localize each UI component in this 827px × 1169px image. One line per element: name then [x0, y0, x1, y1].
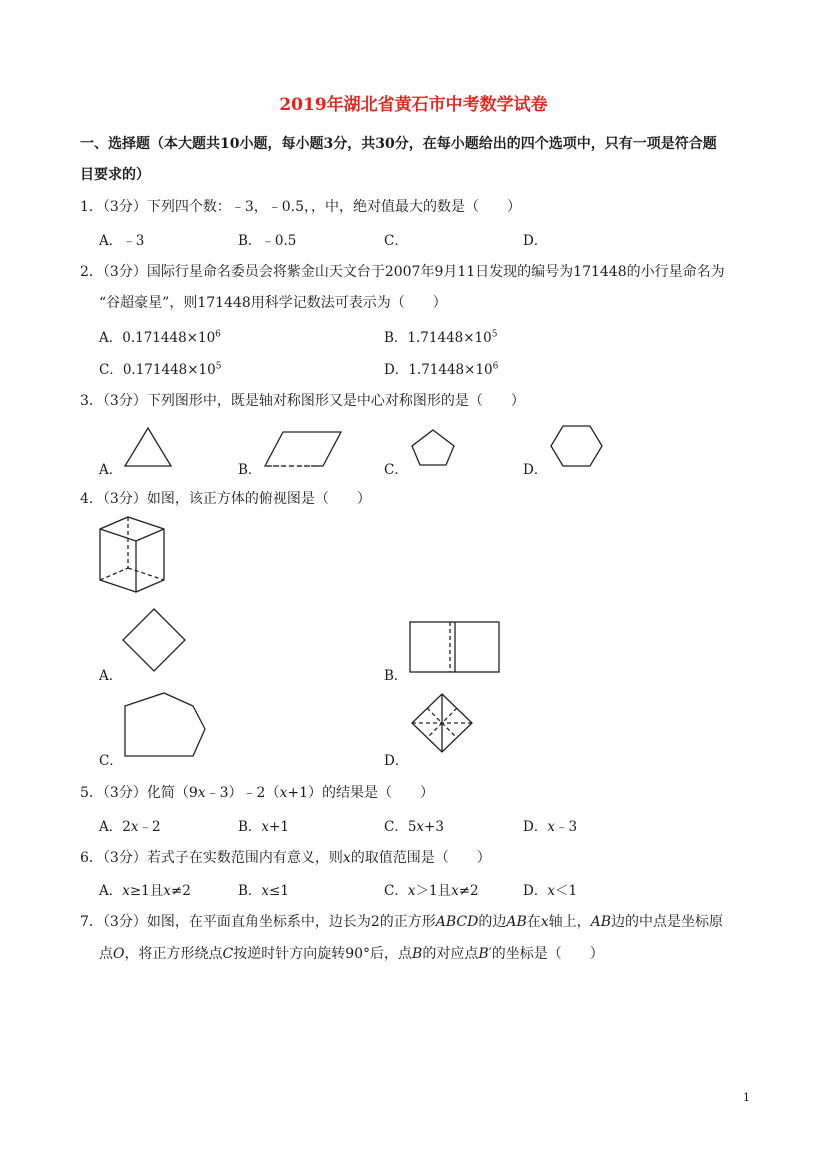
q5-option-a: A．2x﹣2 — [99, 819, 161, 835]
q1-option-a: A．﹣3 — [99, 233, 145, 249]
q3-option-c: C． — [384, 462, 408, 478]
section-heading-line2: 目要求的） — [80, 167, 150, 183]
q4-stem: 4．（3分）如图，该正方体的俯视图是（ ） — [80, 491, 371, 507]
q6-stem: 6．（3分）若式子在实数范围内有意义，则x的取值范围是（ ） — [80, 850, 491, 866]
q3-option-d: D． — [523, 462, 548, 478]
q4-option-b: B． — [384, 668, 408, 684]
q3-option-b: B． — [238, 462, 262, 478]
rhombus-shape — [123, 609, 185, 671]
q6-option-d: D．x＜1 — [523, 883, 578, 899]
q4-option-c: C． — [99, 753, 123, 769]
q2-stem-line1: 2．（3分）国际行星命名委员会将紫金山天文台于2007年9月11日发现的编号为171448的小行星命名为 — [80, 264, 725, 280]
q2-option-b: B．$1.71448\times 10^5$ — [384, 329, 498, 346]
q1-option-c: C． — [384, 233, 408, 249]
q6-option-c: C．x＞1且x≠2 — [384, 883, 479, 899]
q2-option-a: A．$0.171448\times 10^6$ — [99, 329, 221, 346]
q2-option-c: C．$0.171448\times 10^5$ — [99, 361, 222, 378]
q2-option-d: D．$1.71448\times 10^6$ — [384, 361, 499, 378]
q1-option-b: B．﹣0.5 — [238, 233, 297, 249]
section-heading-line1: 一、选择题（本大题共10小题，每小题3分，共30分，在每小题给出的四个选项中，只有一项是符合题 — [80, 136, 717, 152]
q5-option-d: D．x﹣3 — [523, 819, 578, 835]
cube-figure — [100, 517, 164, 592]
q1-stem: 1．（3分）下列四个数：﹣3，﹣0.5，，中，绝对值最大的数是（ ） — [80, 199, 521, 215]
q5-stem: 5．（3分）化简（9x﹣3）﹣2（x+1）的结果是（ ） — [80, 785, 435, 801]
q6-option-a: A．x≥1且x≠2 — [99, 883, 191, 899]
page-title: 2019年湖北省黄石市中考数学试卷 — [279, 95, 548, 115]
q5-option-c: C．5x+3 — [384, 819, 444, 835]
q5-option-b: B．x+1 — [238, 819, 289, 835]
q6-option-b: B．x≤1 — [238, 883, 289, 899]
q4-option-a: A． — [99, 668, 123, 684]
page-number: 1 — [743, 1091, 750, 1104]
q4-option-d: D． — [384, 753, 409, 769]
q7-stem-line2: 点O，将正方形绕点C按逆时针方向旋转90°后，点B的对应点B′的坐标是（ ） — [99, 946, 604, 962]
q7-stem-line1: 7．（3分）如图，在平面直角坐标系中，边长为2的正方形ABCD的边AB在x轴上，AB边的中点是坐标原 — [80, 914, 724, 930]
q2-stem-line2: “谷超豪星”，则171448用科学记数法可表示为（ ） — [99, 295, 447, 311]
q3-option-a: A． — [99, 462, 123, 478]
q1-option-d: D． — [523, 233, 548, 249]
elongated-hexagon-shape — [125, 693, 205, 756]
q3-stem: 3．（3分）下列图形中，既是轴对称图形又是中心对称图形的是（ ） — [80, 393, 525, 409]
